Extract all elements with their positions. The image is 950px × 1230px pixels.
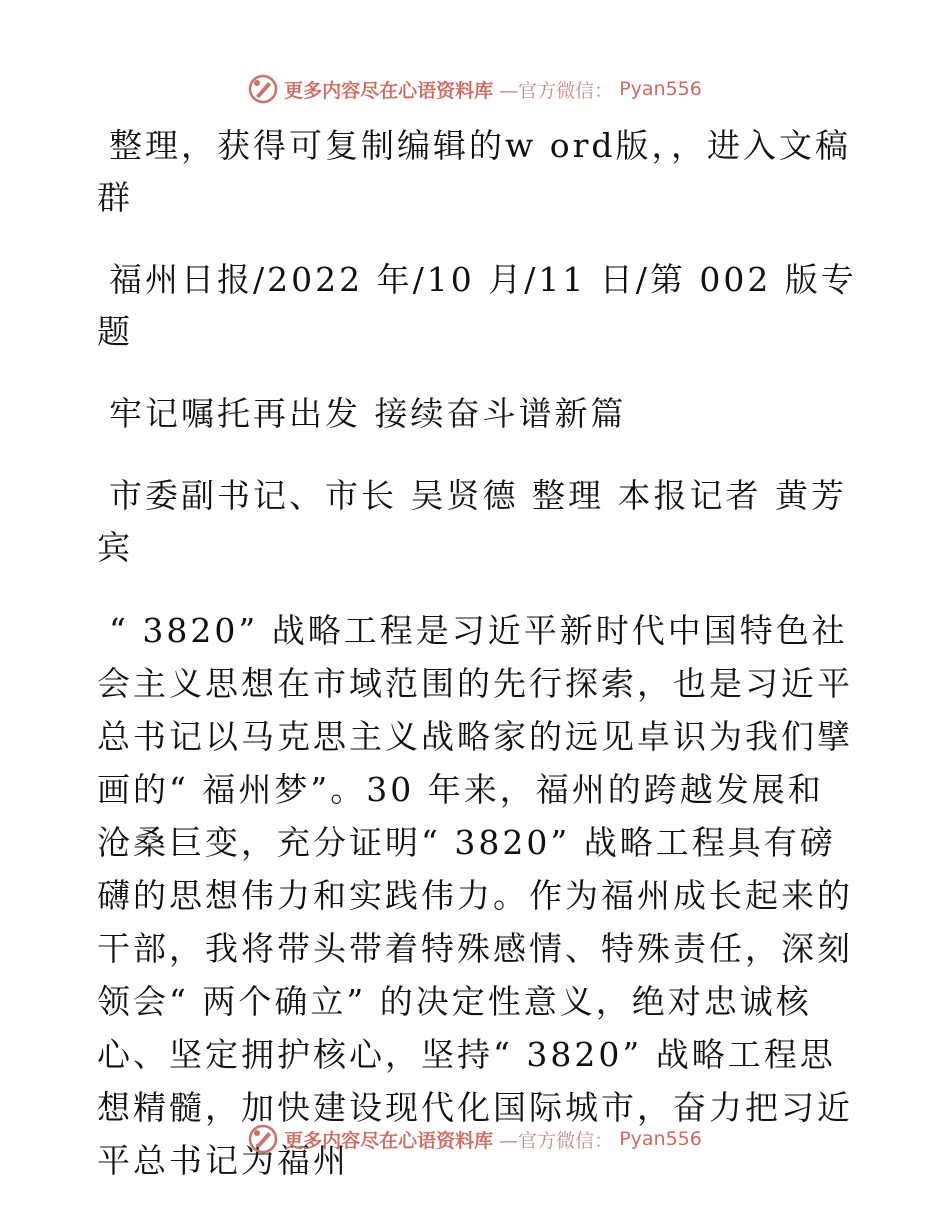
byline: 市委副书记、市长 吴贤德 整理 本报记者 黄芳宾 xyxy=(97,476,847,567)
footer-watermark xyxy=(0,1124,950,1154)
body-paragraph: “ 3820” 战略工程是习近平新时代中国特色社会主义思想在市域范围的先行探索，也是习近平总书记以马克思主义战略家的远见卓识为我们擘画的“ 福州梦”。30 年来，福州的跨越发展和沧桑巨变，充分证明“ 3820” 战略工程具有磅礴的思想伟力和实践伟力。作为福州成长起来的干部，我将带头带着特殊感情、特殊责任，深刻领会“ 两个确立” 的决定性意义，绝对忠诚核心、坚定拥护核心，坚持“ 3820” 战略工程思想精髓，加快建设现代化国际城市，奋力把习近平总书记为福州 xyxy=(97,611,853,1180)
watermark-wechat-id: Pyan556 xyxy=(619,1128,702,1150)
pen-logo-icon xyxy=(248,74,278,104)
intro-paragraph: 整理，获得可复制编辑的w ord版，，进入文稿群 xyxy=(97,126,852,217)
header-watermark xyxy=(0,74,950,104)
watermark-brand: 更多内容尽在心语资料库 xyxy=(284,79,494,102)
article-title: 牢记嘱托再出发 接续奋斗谱新篇 xyxy=(109,394,627,433)
watermark-wechat-label: —官方微信： xyxy=(499,1129,614,1152)
watermark-wechat-id: Pyan556 xyxy=(619,78,702,100)
source-line: 福州日报/2022 年/10 月/11 日/第 002 版专题 xyxy=(97,260,857,351)
watermark-wechat-label: —官方微信： xyxy=(499,79,614,102)
document-body xyxy=(97,120,857,1187)
pen-logo-icon xyxy=(248,1124,278,1154)
watermark-brand: 更多内容尽在心语资料库 xyxy=(284,1129,494,1152)
